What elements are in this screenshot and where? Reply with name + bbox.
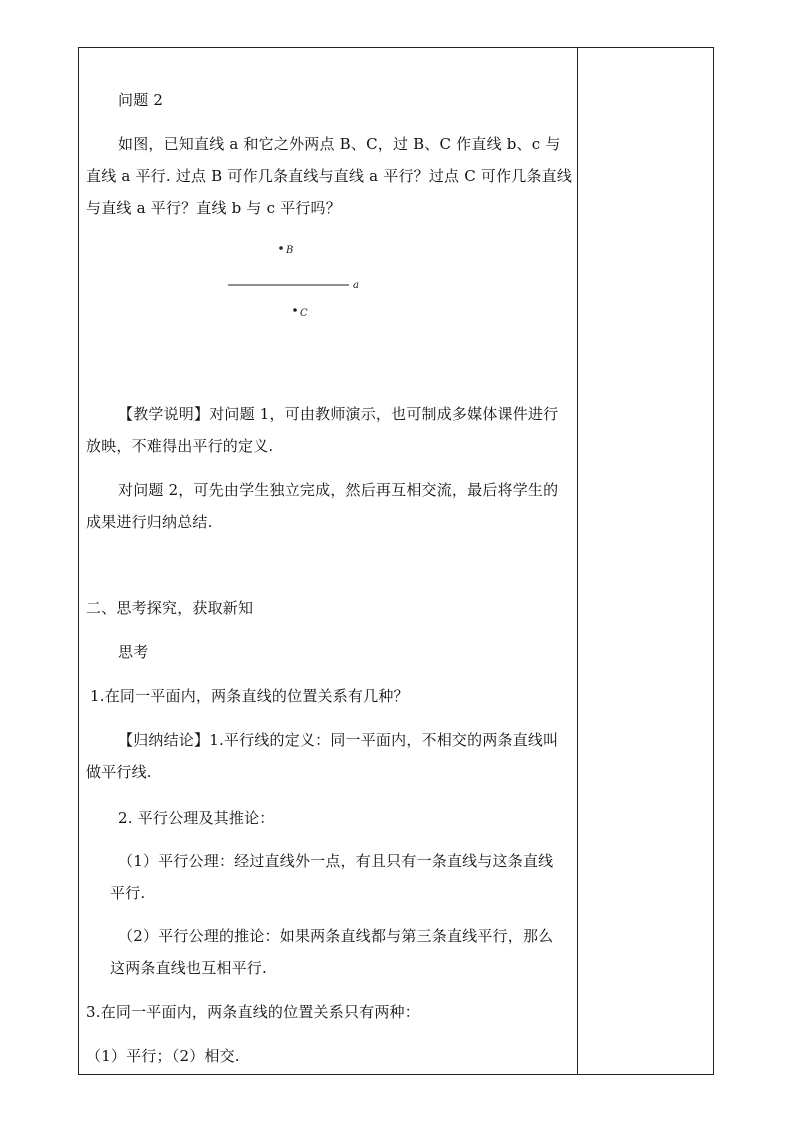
conclusion-line1: 【归纳结论】1.平行线的定义：同一平面内，不相交的两条直线叫	[118, 731, 559, 749]
table-column-divider	[577, 47, 578, 1075]
problem2-line2: 直线 a 平行. 过点 B 可作几条直线与直线 a 平行？过点 C 可作几条直线	[86, 167, 573, 185]
section2-q1: 1.在同一平面内，两条直线的位置关系有几种？	[90, 687, 409, 705]
corollary-line1: （2）平行公理的推论：如果两条直线都与第三条直线平行，那么	[118, 927, 554, 945]
problem2-line1: 如图，已知直线 a 和它之外两点 B、C，过 B、C 作直线 b、c 与	[118, 135, 561, 153]
problem2-heading: 问题 2	[118, 91, 164, 109]
problem2-line3: 与直线 a 平行？直线 b 与 c 平行吗？	[86, 199, 341, 217]
label-c: C	[300, 308, 308, 319]
label-a: a	[353, 280, 359, 291]
item3-detail: （1）平行；（2）相交.	[86, 1047, 240, 1065]
axiom-line1: （1）平行公理：经过直线外一点，有且只有一条直线与这条直线	[118, 852, 554, 870]
teaching-note-line1: 【教学说明】对问题 1，可由教师演示，也可制成多媒体课件进行	[118, 405, 559, 423]
item3: 3.在同一平面内，两条直线的位置关系只有两种：	[86, 1003, 420, 1021]
point-c	[293, 308, 297, 312]
axiom-line2: 平行.	[110, 884, 146, 902]
conclusion-line2: 做平行线.	[86, 763, 152, 781]
section2-heading: 二、思考探究，获取新知	[86, 599, 254, 617]
teaching-note-line3: 对问题 2，可先由学生独立完成，然后再互相交流，最后将学生的	[118, 481, 559, 499]
corollary-line2: 这两条直线也互相平行.	[110, 959, 267, 977]
teaching-note-line4: 成果进行归纳总结.	[86, 513, 213, 531]
section2-think: 思考	[118, 643, 149, 661]
parallel-lines-figure	[222, 238, 372, 328]
point-b	[279, 246, 283, 250]
label-b: B	[286, 245, 294, 256]
item2: 2. 平行公理及其推论：	[118, 809, 275, 827]
teaching-note-line2: 放映，不难得出平行的定义.	[86, 437, 274, 455]
